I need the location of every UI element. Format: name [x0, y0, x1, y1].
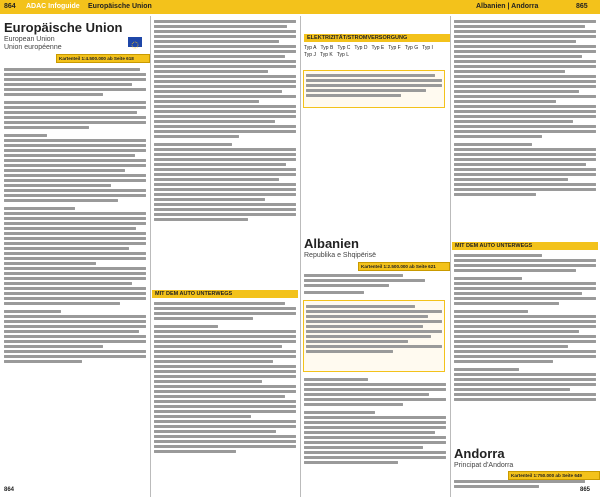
eu-map-reference: Kartenteil 1:4.500.000 ab Seite 618: [56, 54, 150, 63]
column-divider: [150, 16, 151, 497]
plug-type-j-icon: Typ J: [304, 52, 316, 58]
albanien-title: Albanien: [304, 236, 359, 251]
andorra-title: Andorra: [454, 446, 505, 461]
right-header-bar: [300, 0, 600, 14]
eu-subtitle-en: European Union: [4, 36, 55, 43]
plug-type-k-icon: Typ K: [319, 52, 333, 58]
eu-driving-text: [154, 300, 296, 453]
eu-text-block-1: [4, 66, 146, 363]
albanien-map-reference: Kartenteil 1:2.500.000 ab Seite 621: [358, 262, 450, 271]
albanien-subtitle: Republika e Shqipërisë: [304, 252, 376, 259]
section-header-auto: MIT DEM AUTO UNTERWEGS: [152, 290, 298, 298]
column-divider: [450, 16, 451, 497]
andorra-subtitle: Principat d'Andorra: [454, 462, 514, 469]
albanien-driving-text: [454, 252, 596, 401]
eu-text-block-2: [154, 18, 296, 221]
plug-type-b-icon: Typ B: [320, 45, 334, 51]
plug-types: [304, 45, 448, 58]
albanien-text-continued: [454, 18, 596, 196]
plug-type-i-icon: Typ I: [422, 45, 433, 51]
andorra-map-reference: Kartenteil 1:750.000 ab Seite 649: [508, 471, 600, 480]
section-header-auto-right: MIT DEM AUTO UNTERWEGS: [452, 242, 598, 250]
page-gutter: [300, 16, 301, 497]
eu-title: Europäische Union: [4, 20, 123, 35]
plug-type-g-icon: Typ G: [404, 45, 419, 51]
plug-type-a-icon: Typ A: [304, 45, 317, 51]
eu-flag-icon: [128, 37, 142, 47]
right-header-title: Albanien | Andorra: [476, 3, 539, 10]
plug-type-c-icon: Typ C: [337, 45, 351, 51]
footer-right-page-number: 865: [580, 487, 591, 493]
right-page-number: 865: [576, 3, 588, 10]
left-header-label: ADAC Infoguide: [26, 3, 80, 10]
electricity-info-box: [303, 70, 445, 108]
albanien-emergency-box: [303, 300, 445, 372]
eu-subtitle-fr: Union européenne: [4, 44, 62, 51]
plug-type-f-icon: Typ F: [388, 45, 401, 51]
plug-type-l-icon: Typ L: [336, 52, 349, 58]
andorra-text: [454, 478, 596, 488]
albanien-text: [304, 376, 446, 464]
plug-type-e-icon: Typ E: [371, 45, 385, 51]
left-page-number: 864: [4, 3, 16, 10]
footer-left-page-number: 864: [4, 487, 15, 493]
section-header-electricity: ELEKTRIZITÄT/STROMVERSORGUNG: [304, 34, 450, 42]
plug-type-d-icon: Typ D: [354, 45, 368, 51]
left-header-title: Europäische Union: [88, 3, 152, 10]
albanien-facts: [304, 272, 446, 294]
